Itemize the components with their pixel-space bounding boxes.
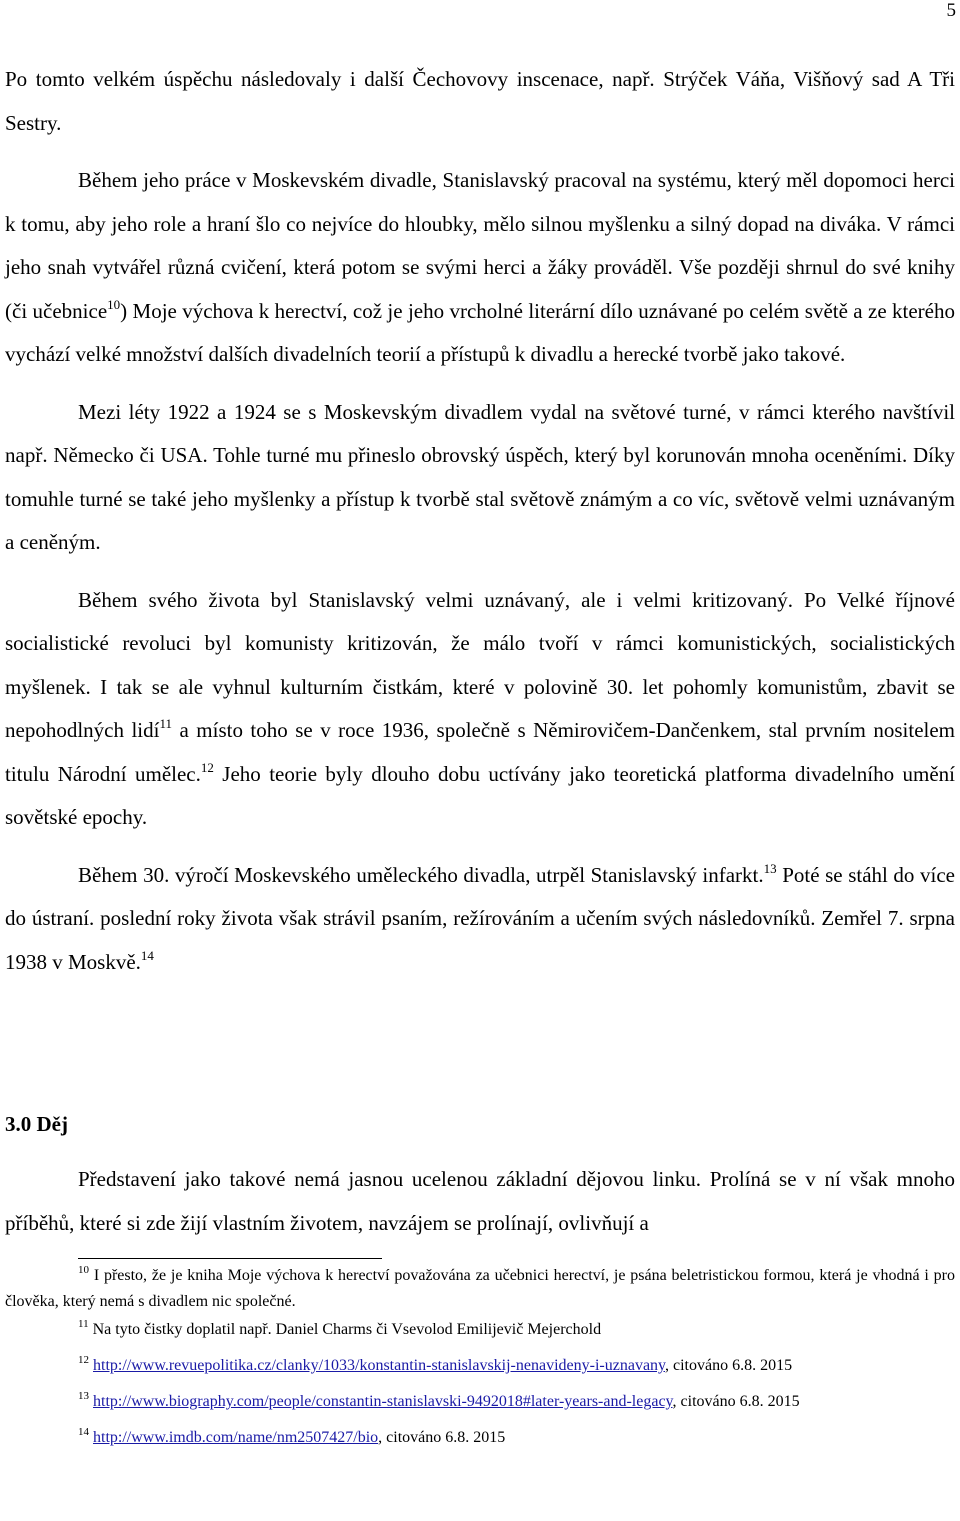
- footnote-ref-10[interactable]: 10: [107, 296, 121, 312]
- footnote-10: $^{10}$ I přesto, že je kniha Moje výchova k herectví považována za učebnici herectví, je psána beletristickou formou, která je vhodná i pro člověka, který nemá s divadlem nic společné.: [5, 1264, 955, 1310]
- footnote-ref-11[interactable]: 11: [159, 716, 172, 731]
- page-number: 5: [946, 0, 956, 21]
- footnote-14: $^{14}$ http://www.imdb.com/name/nm2507427/bio, citováno 6.8. 2015: [78, 1426, 506, 1446]
- footnote-ref-14[interactable]: 14: [140, 947, 154, 963]
- footnotes: [5, 1263, 955, 1451]
- paragraph-4: Během svého života byl Stanislavský velmi uznávaný, ale i velmi kritizovaný. Po Velké říjnové socialistické revoluci byl komunisty kritizován, že málo tvoří v rámci komunistických, socialistických myšlenek. I tak se ale vyhnul kulturním čistkám, které v polovině 30. let pohomly komunistům, zbavit se nepohodlných lidí$^{11}$ a místo toho se v roce 1936, společně s Němirovičem-Dančenkem, stal prvním nositelem titulu Národní umělec.$^{12}$ Jeho teorie byly dlouho dobu uctívány jako teoretická platforma divadelního umění sovětské epochy.: [5, 587, 956, 829]
- footnote-11: $^{11}$ Na tyto čistky doplatil např. Daniel Charms či Vsevolod Emilijevič Mejerchold: [78, 1318, 602, 1338]
- paragraph-1: Po tomto velkém úspěchu následovaly i další Čechovovy inscenace, např. Strýček Váňa, Višňový sad A Tři Sestry.: [5, 67, 955, 135]
- footnote-ref-13[interactable]: 13: [763, 860, 777, 876]
- paragraph-6: Představení jako takové nemá jasnou ucelenou základní dějovou linku. Prolíná se v ní však mnoho příběhů, které si zde žijí vlastním životem, navzájem se prolínají, ovlivňují a: [5, 1167, 955, 1235]
- footnote-ref-12[interactable]: 12: [200, 759, 214, 775]
- paragraph-2: Během jeho práce v Moskevském divadle, Stanislavský pracoval na systému, který měl dopomoci herci k tomu, aby jeho role a hraní šlo co nejvíce do hloubky, mělo silnou myšlenku a silný dopad na diváka. V rámci jeho snah vytvářel různá cvičení, která potom se svými herci a žáky prováděl. Vše později shrnul do své knihy (či učebnice$^{10}$) Moje výchova k herectví, což je jeho vrcholné literární dílo uznávané po celém světě a ze kterého vychází velké množství dalších divadelních teorií a přístupů k divadlu a herecké tvorbě jako takové.: [5, 168, 955, 366]
- paragraph-5: Během 30. výročí Moskevského uměleckého divadla, utrpěl Stanislavský infarkt.$^{13}$ Poté se stáhl do více do ústraní. poslední roky života však strávil psaním, režírováním a učením svých následovníků. Zemřel 7. srpna 1938 v Moskvě.$^{14}$: [5, 860, 955, 974]
- footnote-14-link[interactable]: http://www.imdb.com/name/nm2507427/bio: [93, 1429, 379, 1446]
- footnote-13-link[interactable]: http://www.biography.com/people/constantin-stanislavski-9492018#later-years-and-legacy: [93, 1393, 673, 1410]
- footnote-12-link[interactable]: http://www.revuepolitika.cz/clanky/1033/konstantin-stanislavskij-nenavideny-i-uznavany: [93, 1357, 665, 1374]
- footnote-12: $^{12}$ http://www.revuepolitika.cz/clanky/1033/konstantin-stanislavskij-nenavideny-i-uznavany, citováno 6.8. 2015: [78, 1354, 793, 1374]
- paragraph-3: Mezi léty 1922 a 1924 se s Moskevským divadlem vydal na světové turné, v rámci kterého navštívil např. Německo či USA. Tohle turné mu přineslo obrovský úspěch, který byl korunován mnoha oceněními. Díky tomuhle turné se také jeho myšlenky a přístup k tvorbě stal světově známým a co víc, světově velmi uznávaným a ceněným.: [5, 399, 955, 554]
- footnote-13: $^{13}$ http://www.biography.com/people/constantin-stanislavski-9492018#later-years-and-legacy, citováno 6.8. 2015: [78, 1390, 800, 1410]
- section-heading: 3.0 Děj: [5, 1112, 68, 1136]
- document-body-continued: [5, 1158, 955, 1245]
- footnote-separator: [78, 1258, 382, 1259]
- document-body: [5, 58, 955, 984]
